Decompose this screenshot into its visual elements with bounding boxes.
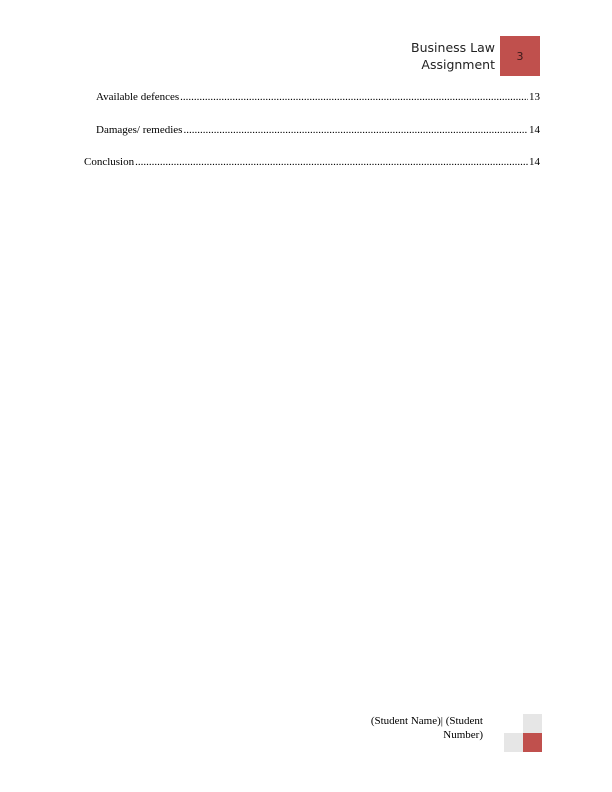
footer-student-info xyxy=(371,714,483,742)
toc-entry-page: 14 xyxy=(529,124,540,136)
toc-entry[interactable] xyxy=(96,123,540,137)
toc-leader xyxy=(135,155,528,169)
toc-entry-page: 14 xyxy=(529,156,540,168)
toc-leader xyxy=(180,90,528,104)
toc-entry[interactable] xyxy=(84,155,540,169)
toc-entry[interactable] xyxy=(96,90,540,104)
header-title-line1: Business Law xyxy=(411,40,495,55)
toc-leader xyxy=(183,123,528,137)
toc-entry-title: Conclusion xyxy=(84,156,135,168)
toc-entry-title: Damages/ remedies xyxy=(96,124,183,136)
header-title-line2: Assignment xyxy=(421,57,495,72)
footer-line1: (Student Name)| (Student xyxy=(370,715,483,727)
footer-line2: Number) xyxy=(443,729,483,741)
footer-decor-square xyxy=(523,733,542,752)
footer-decor-square xyxy=(523,714,542,733)
page-number-badge xyxy=(500,36,540,76)
header-title xyxy=(411,39,495,73)
toc-entry-title: Available defences xyxy=(96,91,180,103)
footer-decor-square xyxy=(504,733,523,752)
page-number: 3 xyxy=(516,49,524,63)
toc-entry-page: 13 xyxy=(529,91,540,103)
